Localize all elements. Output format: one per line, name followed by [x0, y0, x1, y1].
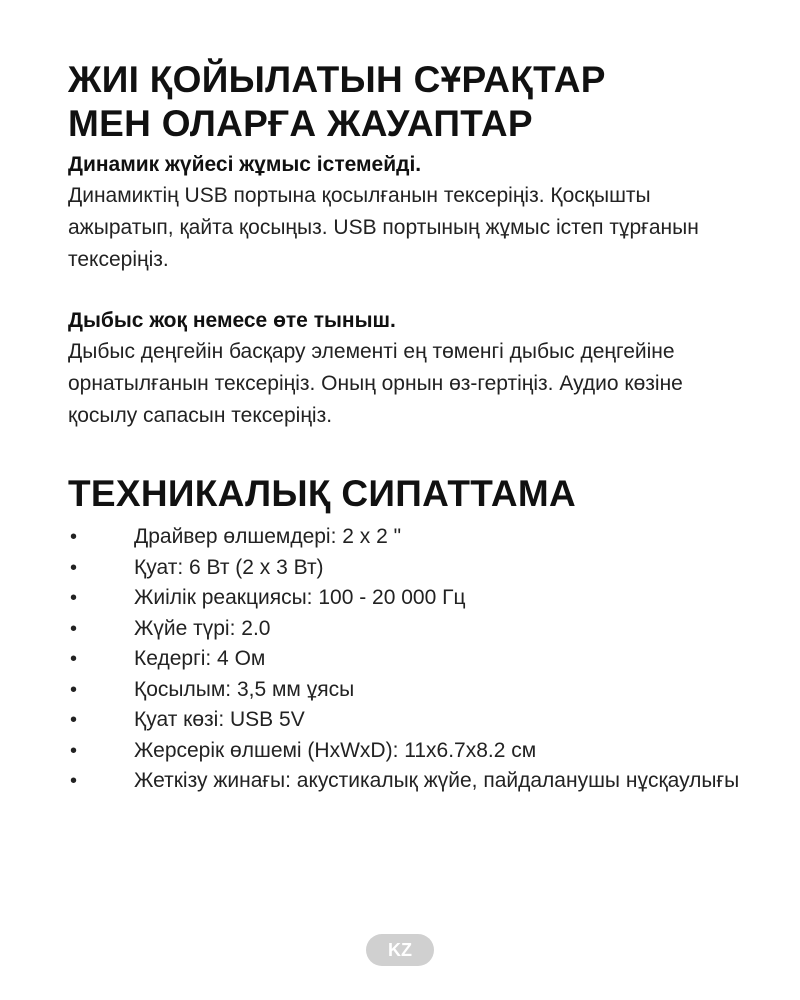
- bullet-icon: •: [70, 739, 78, 762]
- bullet-icon: •: [70, 709, 78, 731]
- spec-text: Қосылым: 3,5 мм ұясы: [134, 677, 355, 701]
- bullet-icon: •: [70, 587, 78, 609]
- spec-item: [68, 766, 748, 797]
- spec-item: [68, 675, 748, 706]
- spec-item: [68, 736, 748, 767]
- faq-question: Динамик жүйесі жұмыс істемейді.: [68, 153, 422, 176]
- manual-page: [68, 58, 748, 797]
- spec-list: [68, 522, 748, 797]
- spec-text: Жерсерік өлшемі (HxWxD): 11x6.7x8.2 см: [134, 738, 537, 762]
- faq-heading: [68, 58, 748, 146]
- faq-answer: Динамиктің USB портына қосылғанын тексеріңіз. Қосқышты ажыратып, қайта қосыңыз. USB портының жұмыс істеп тұрғанын тексеріңіз.: [68, 184, 699, 271]
- specs-heading: ТЕХНИКАЛЫҚ СИПАТТАМА: [68, 473, 576, 514]
- spec-text: Қуат: 6 Вт (2 x 3 Вт): [134, 555, 324, 579]
- faq-answer: Дыбыс деңгейін басқару элементі ең төменгі дыбыс деңгейіне орнатылғанын тексеріңіз. Оның орнын өз-гертіңіз. Аудио көзіне қосылу сапасын тексеріңіз.: [68, 340, 683, 427]
- spec-text: Жиілік реакциясы: 100 - 20 000 Гц: [134, 586, 466, 609]
- spec-text: Кедергі: 4 Ом: [134, 647, 266, 670]
- bullet-icon: •: [70, 526, 78, 548]
- bullet-icon: •: [70, 556, 78, 579]
- language-badge: KZ: [366, 934, 434, 966]
- faq-question: Дыбыс жоқ немесе өте тыныш.: [68, 309, 396, 332]
- faq-heading-line-1: ЖИІ ҚОЙЫЛАТЫН СҰРАҚТАР: [68, 59, 606, 100]
- bullet-icon: •: [70, 617, 78, 640]
- spec-item: [68, 583, 748, 614]
- bullet-icon: •: [70, 770, 78, 792]
- faq-item: [68, 306, 748, 432]
- bullet-icon: •: [70, 648, 78, 670]
- spec-item: [68, 553, 748, 584]
- faq-item: [68, 150, 748, 276]
- spec-text: Драйвер өлшемдері: 2 x 2 ": [134, 525, 402, 548]
- spec-item: [68, 644, 748, 675]
- spec-item: [68, 522, 748, 553]
- spec-item: [68, 614, 748, 645]
- spec-text: Жүйе түрі: 2.0: [134, 616, 271, 640]
- bullet-icon: •: [70, 678, 78, 701]
- spec-text: Жеткізу жинағы: акустикалық жүйе, пайдаланушы нұсқаулығы: [134, 769, 740, 792]
- spec-item: [68, 705, 748, 736]
- spec-text: Қуат көзі: USB 5V: [134, 708, 305, 731]
- faq-heading-line-2: МЕН ОЛАРҒА ЖАУАПТАР: [68, 103, 533, 144]
